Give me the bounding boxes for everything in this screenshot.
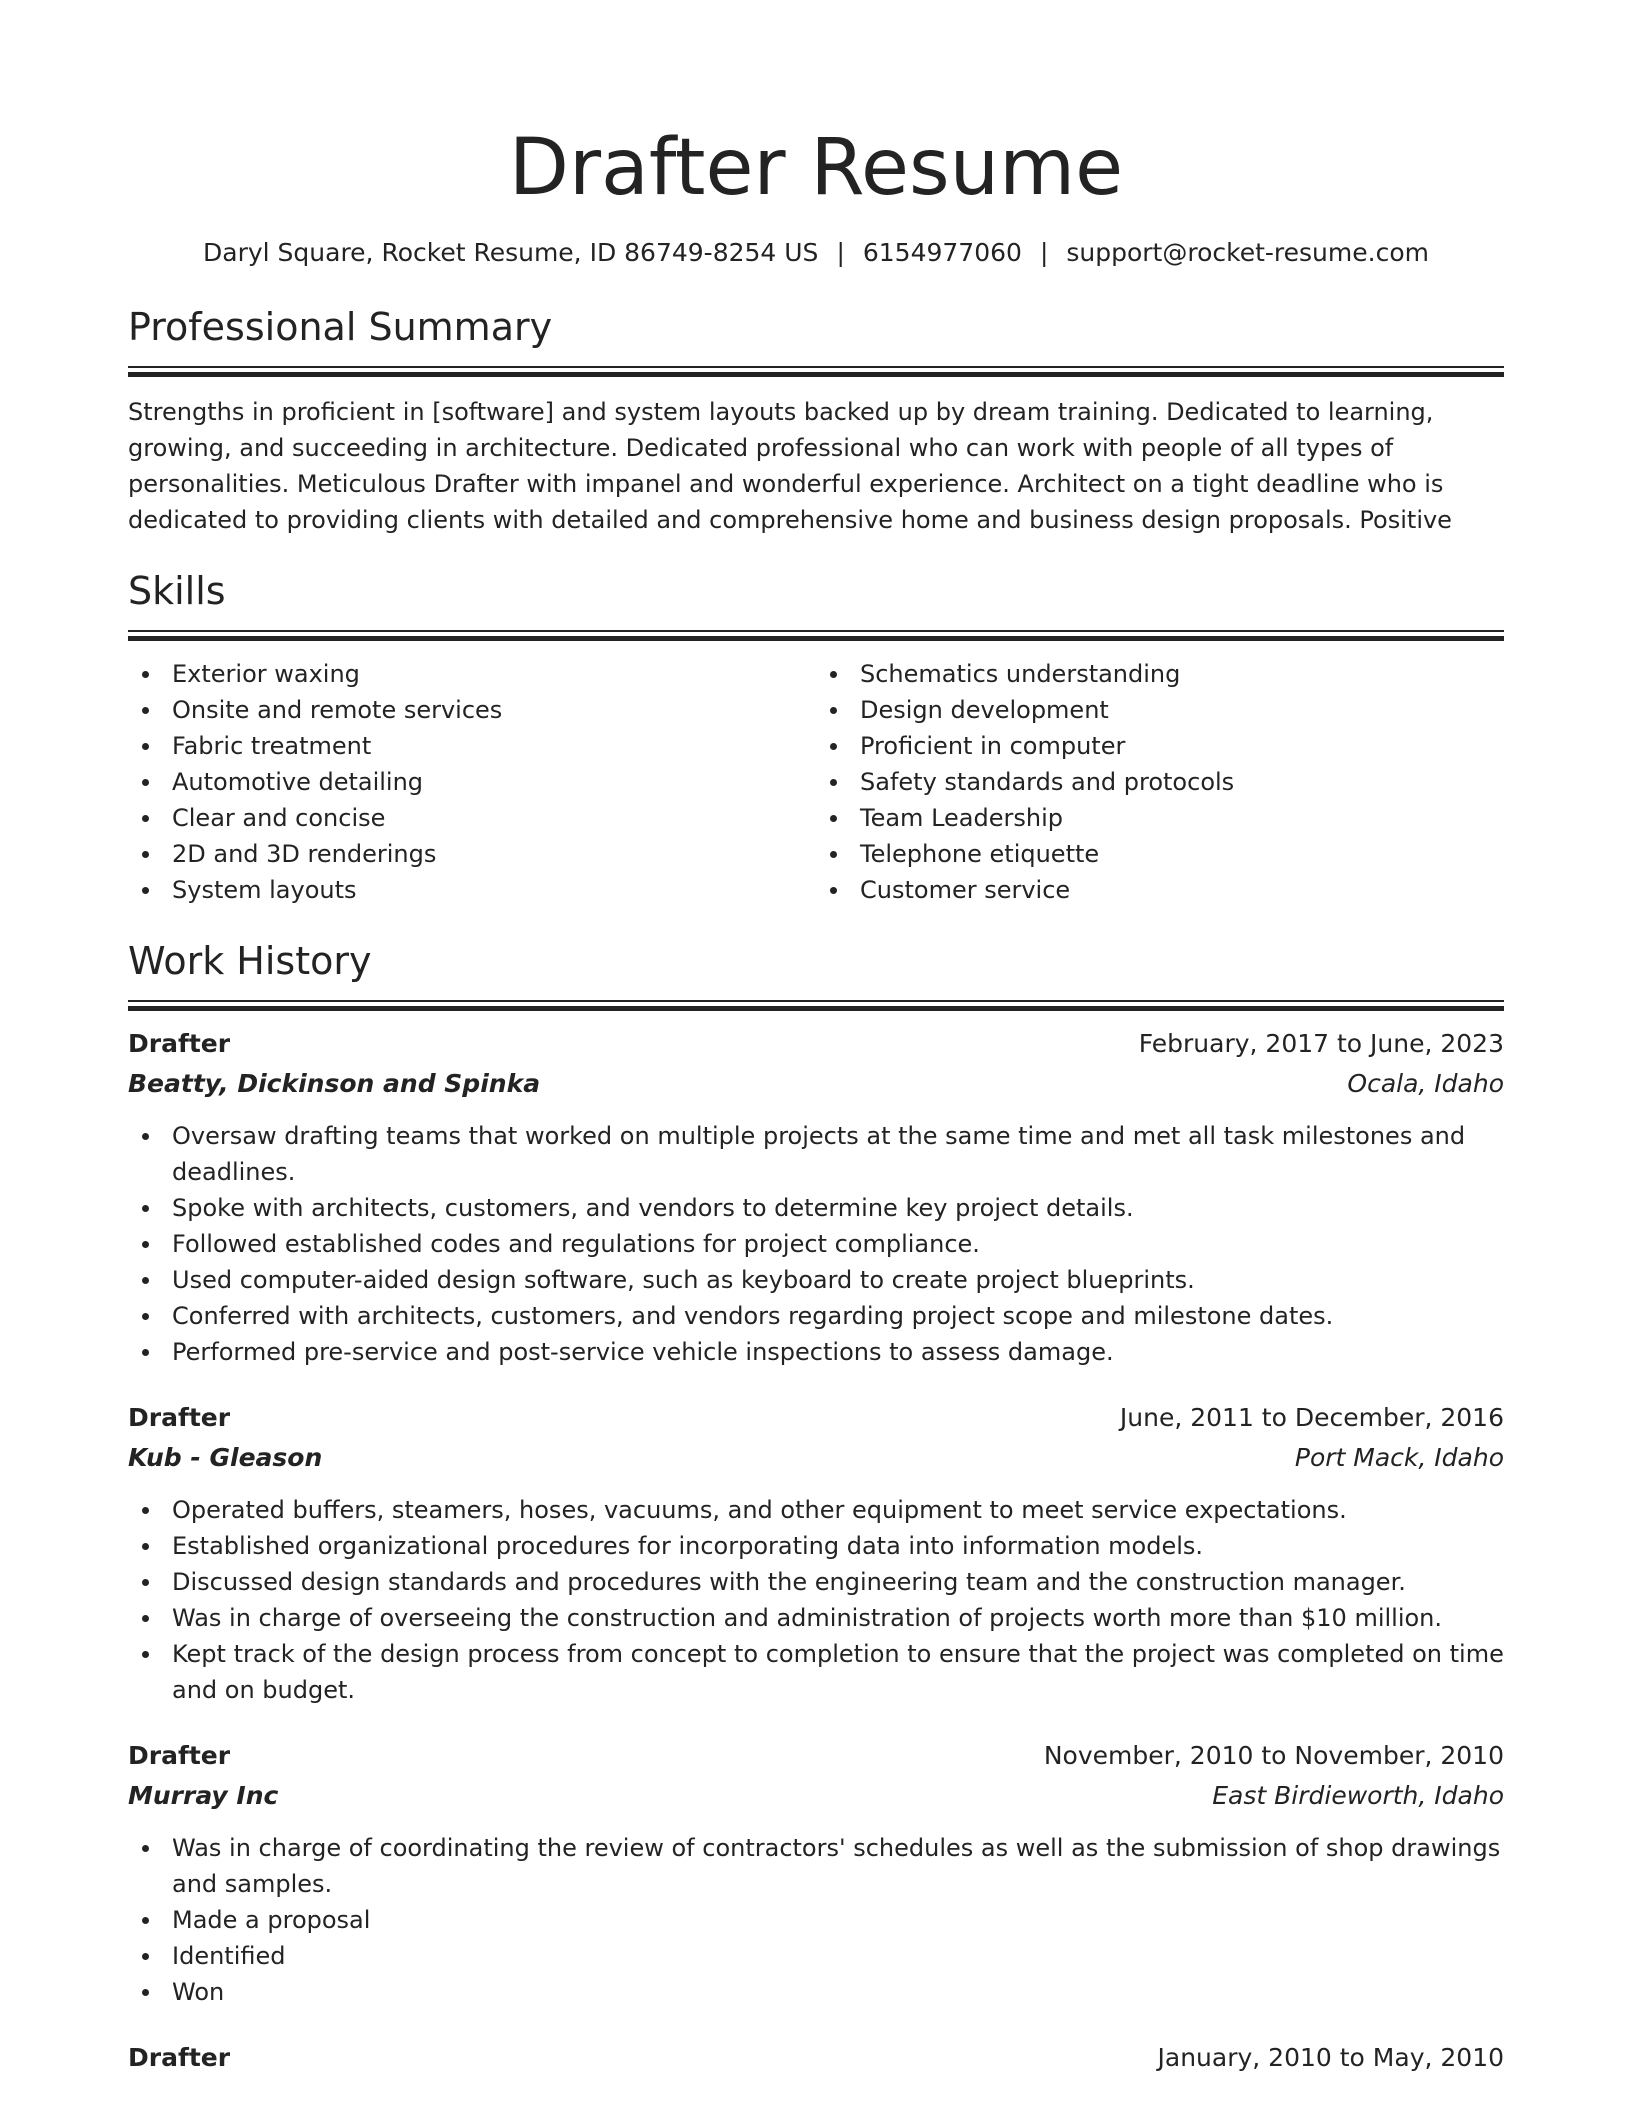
skill-item: Onsite and remote services <box>128 692 816 728</box>
job-entry <box>128 1400 1504 1708</box>
job-bullet: Discussed design standards and procedures with the engineering team and the construction manager. <box>128 1564 1504 1600</box>
job-company: Beatty, Dickinson and Spinka <box>128 1069 541 1098</box>
contact-separator: | <box>836 238 845 267</box>
job-title: Drafter <box>128 1029 231 1058</box>
contact-line <box>128 236 1504 270</box>
job-entry <box>128 2040 1504 2076</box>
section-divider <box>128 366 1504 376</box>
skill-item: Automotive detailing <box>128 764 816 800</box>
skills-list-left <box>128 656 816 908</box>
job-bullets <box>128 1830 1504 2010</box>
skill-item: Clear and concise <box>128 800 816 836</box>
skill-item: Schematics understanding <box>816 656 1504 692</box>
skill-item: 2D and 3D renderings <box>128 836 816 872</box>
skill-item: Team Leadership <box>816 800 1504 836</box>
job-bullet: Operated buffers, steamers, hoses, vacuums, and other equipment to meet service expectations. <box>128 1492 1504 1528</box>
job-location: Port Mack, Idaho <box>1294 1443 1504 1472</box>
contact-separator: | <box>1039 238 1049 267</box>
job-entry <box>128 1026 1504 1370</box>
section-divider <box>128 1000 1504 1010</box>
summary-heading: Professional Summary <box>128 305 553 349</box>
job-bullet: Was in charge of coordinating the review of contractors' schedules as well as the submission of shop drawings and samples. <box>128 1830 1504 1902</box>
job-bullet: Performed pre-service and post-service vehicle inspections to assess damage. <box>128 1334 1504 1370</box>
job-location: East Birdieworth, Idaho <box>1212 1781 1504 1810</box>
job-bullet: Followed established codes and regulations for project compliance. <box>128 1226 1504 1262</box>
resume-title: Drafter Resume <box>508 123 1124 213</box>
skill-item: System layouts <box>128 872 816 908</box>
job-title: Drafter <box>128 2043 231 2072</box>
skill-item: Design development <box>816 692 1504 728</box>
job-dates: February, 2017 to June, 2023 <box>1138 1029 1504 1058</box>
job-dates: June, 2011 to December, 2016 <box>1119 1403 1504 1432</box>
job-bullet: Was in charge of overseeing the construction and administration of projects worth more than $10 million. <box>128 1600 1504 1636</box>
contact-email: support@rocket-resume.com <box>1066 238 1429 267</box>
contact-address: Daryl Square, Rocket Resume, ID 86749-8254 US <box>203 238 819 267</box>
job-bullet: Used computer-aided design software, such as keyboard to create project blueprints. <box>128 1262 1504 1298</box>
job-location: Ocala, Idaho <box>1347 1069 1504 1098</box>
summary-section <box>128 304 1504 538</box>
job-bullet: Conferred with architects, customers, and vendors regarding project scope and milestone dates. <box>128 1298 1504 1334</box>
job-bullet: Identified <box>128 1938 1504 1974</box>
summary-text: Strengths in proficient in [software] and system layouts backed up by dream training. Dedicated to learning, growing, and succeeding in architecture. Dedicated professional who can work with people of all types of personalities. Meticulous Drafter with impanel and wonderful experience. Architect on a tight deadline who is dedicated to providing clients with detailed and comprehensive home and business design proposals. Positive <box>128 398 1452 534</box>
skill-item: Exterior waxing <box>128 656 816 692</box>
job-bullet: Kept track of the design process from concept to completion to ensure that the project was completed on time and on budget. <box>128 1636 1504 1708</box>
section-divider <box>128 630 1504 640</box>
work-section <box>128 938 1504 2076</box>
skill-item: Proficient in computer <box>816 728 1504 764</box>
skills-heading: Skills <box>128 569 226 613</box>
job-bullet: Made a proposal <box>128 1902 1504 1938</box>
job-bullet: Spoke with architects, customers, and vendors to determine key project details. <box>128 1190 1504 1226</box>
skills-list-right <box>816 656 1504 908</box>
job-bullet: Won <box>128 1974 1504 2010</box>
job-bullets <box>128 1118 1504 1370</box>
contact-phone: 6154977060 <box>862 238 1022 267</box>
work-heading: Work History <box>128 939 372 983</box>
resume-content <box>128 0 1504 2076</box>
skills-section <box>128 568 1504 908</box>
job-bullet: Oversaw drafting teams that worked on multiple projects at the same time and met all task milestones and deadlines. <box>128 1118 1504 1190</box>
skill-item: Customer service <box>816 872 1504 908</box>
job-title: Drafter <box>128 1741 231 1770</box>
job-company: Kub - Gleason <box>128 1443 323 1472</box>
job-dates: January, 2010 to May, 2010 <box>1157 2043 1504 2072</box>
job-bullets <box>128 1492 1504 1708</box>
skill-item: Safety standards and protocols <box>816 764 1504 800</box>
job-dates: November, 2010 to November, 2010 <box>1043 1741 1504 1770</box>
job-title: Drafter <box>128 1403 231 1432</box>
skill-item: Telephone etiquette <box>816 836 1504 872</box>
skill-item: Fabric treatment <box>128 728 816 764</box>
job-entry <box>128 1738 1504 2010</box>
skills-columns <box>128 656 1504 908</box>
job-bullet: Established organizational procedures for incorporating data into information models. <box>128 1528 1504 1564</box>
job-company: Murray Inc <box>128 1781 279 1810</box>
